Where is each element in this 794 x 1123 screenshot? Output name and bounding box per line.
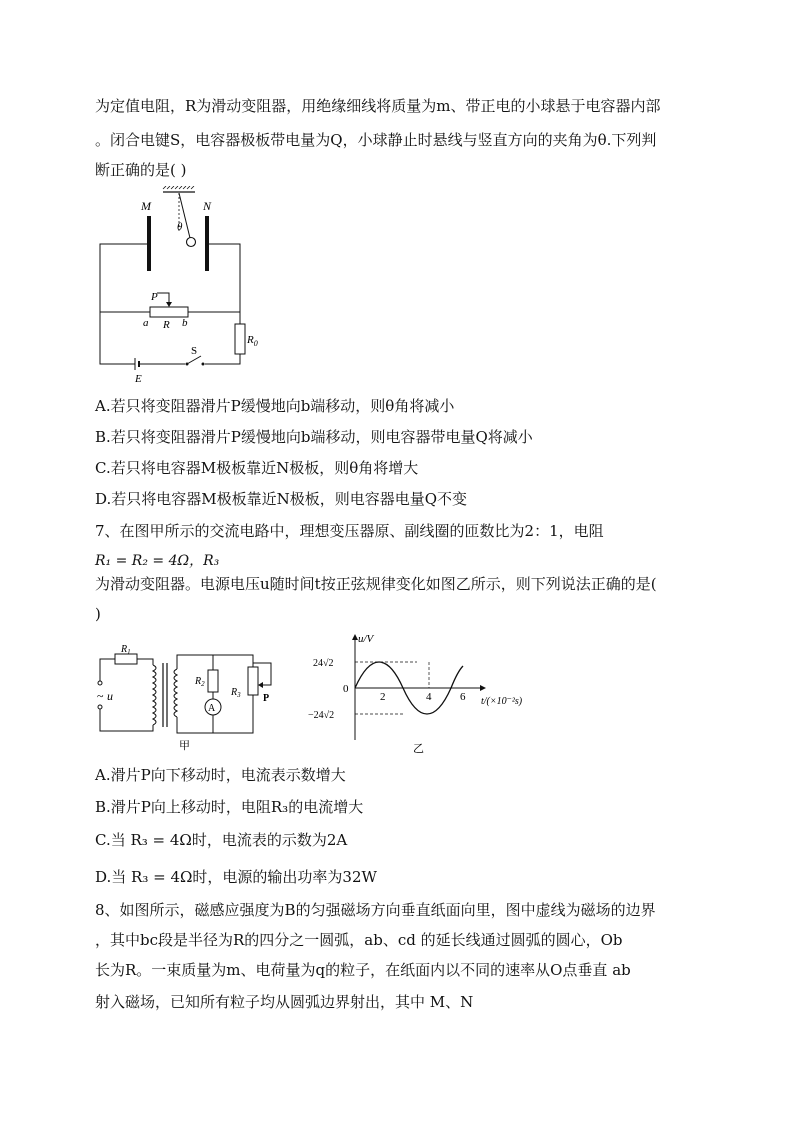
x-tick-6: 6 [460, 691, 466, 703]
origin-label: 0 [343, 683, 349, 695]
q6-option-c: C.若只将电容器M极板靠近N极板，则θ角将增大 [95, 459, 419, 477]
slider-p-label: P [263, 693, 270, 704]
q6-stem-line2: 。闭合电键S，电容器极板带电量为Q，小球静止时悬线与竖直方向的夹角为θ.下列判 [95, 131, 657, 149]
q6-option-a: A.若只将变阻器滑片P缓慢地向b端移动，则θ角将减小 [95, 397, 455, 415]
q6-option-b: B.若只将变阻器滑片P缓慢地向b端移动，则电容器带电量Q将减小 [95, 428, 533, 446]
q7-stem-line3: 为滑动变阻器。电源电压u随时间t按正弦规律变化如图乙所示，则下列说法正确的是( [95, 575, 657, 593]
x-tick-2: 2 [380, 691, 386, 703]
q8-stem-line3: 长为R。一束质量为m、电荷量为q的粒子，在纸面内以不同的速率从O点垂直 ab [95, 961, 631, 979]
r3-label: $R_3$ [231, 687, 241, 699]
q7-stem-line1: 7、在图甲所示的交流电路中，理想变压器原、副线圈的匝数比为2：1，电阻 [95, 522, 604, 540]
rheostat-r-label: R [163, 319, 170, 331]
end-a-label: a [143, 317, 149, 329]
ac-source-tilde: ~ [97, 689, 104, 703]
plate-n-label: N [203, 199, 212, 213]
q6-stem-line3: 断正确的是( ) [95, 161, 187, 179]
ammeter-a-label: A [208, 703, 216, 714]
q8-stem-line2: ，其中bc段是半径为R的四分之一圆弧，ab、cd 的延长线通过圆弧的圆心，Ob [95, 931, 623, 949]
y-tick-bottom: −24√2 [308, 710, 335, 721]
battery-e-label: E [135, 373, 142, 385]
slider-p-label: P [151, 291, 158, 303]
switch-s-label: S [191, 345, 198, 357]
q6-stem-line1: 为定值电阻，R为滑动变阻器，用绝缘细线将质量为m、带正电的小球悬于电容器内部 [95, 97, 661, 115]
plate-m-label: M [141, 199, 151, 213]
q7-option-a: A.滑片P向下移动时，电流表示数增大 [95, 766, 346, 784]
figure-yi-caption: 乙 [413, 743, 424, 755]
q7-transformer-circuit-figure [95, 645, 295, 755]
x-axis-label: t/(×10⁻²s) [481, 696, 523, 707]
y-tick-top: 24√2 [313, 658, 334, 669]
end-b-label: b [182, 317, 188, 329]
q8-stem-line1: 8、如图所示，磁感应强度为B的匀强磁场方向垂直纸面向里，图中虚线为磁场的边界 [95, 901, 656, 919]
figure-jia-caption: 甲 [179, 740, 190, 752]
q7-stem-line4: ) [95, 605, 101, 623]
q7-stem-formula: R₁ = R₂ = 4Ω，R₃ [95, 553, 220, 569]
r2-label: $R_2$ [195, 676, 205, 688]
x-tick-4: 4 [426, 691, 432, 703]
q6-capacitor-circuit-figure [95, 186, 265, 386]
r1-label: $R_1$ [121, 645, 131, 656]
source-u-label: u [107, 689, 113, 703]
q7-option-d: D.当 R₃ = 4Ω时，电源的输出功率为32W [95, 868, 377, 886]
q7-option-c: C.当 R₃ = 4Ω时，电流表的示数为2A [95, 831, 348, 849]
y-axis-label: u/V [358, 633, 374, 645]
q7-option-b: B.滑片P向上移动时，电阻R₃的电流增大 [95, 798, 364, 816]
r0-label: $R_0$ [247, 334, 258, 348]
q8-stem-line4: 射入磁场，已知所有粒子均从圆弧边界射出，其中 M、N [95, 993, 474, 1011]
q7-voltage-graph [305, 630, 535, 755]
theta-label: θ [177, 221, 183, 233]
q6-option-d: D.若只将电容器M极板靠近N极板，则电容器电量Q不变 [95, 490, 468, 508]
